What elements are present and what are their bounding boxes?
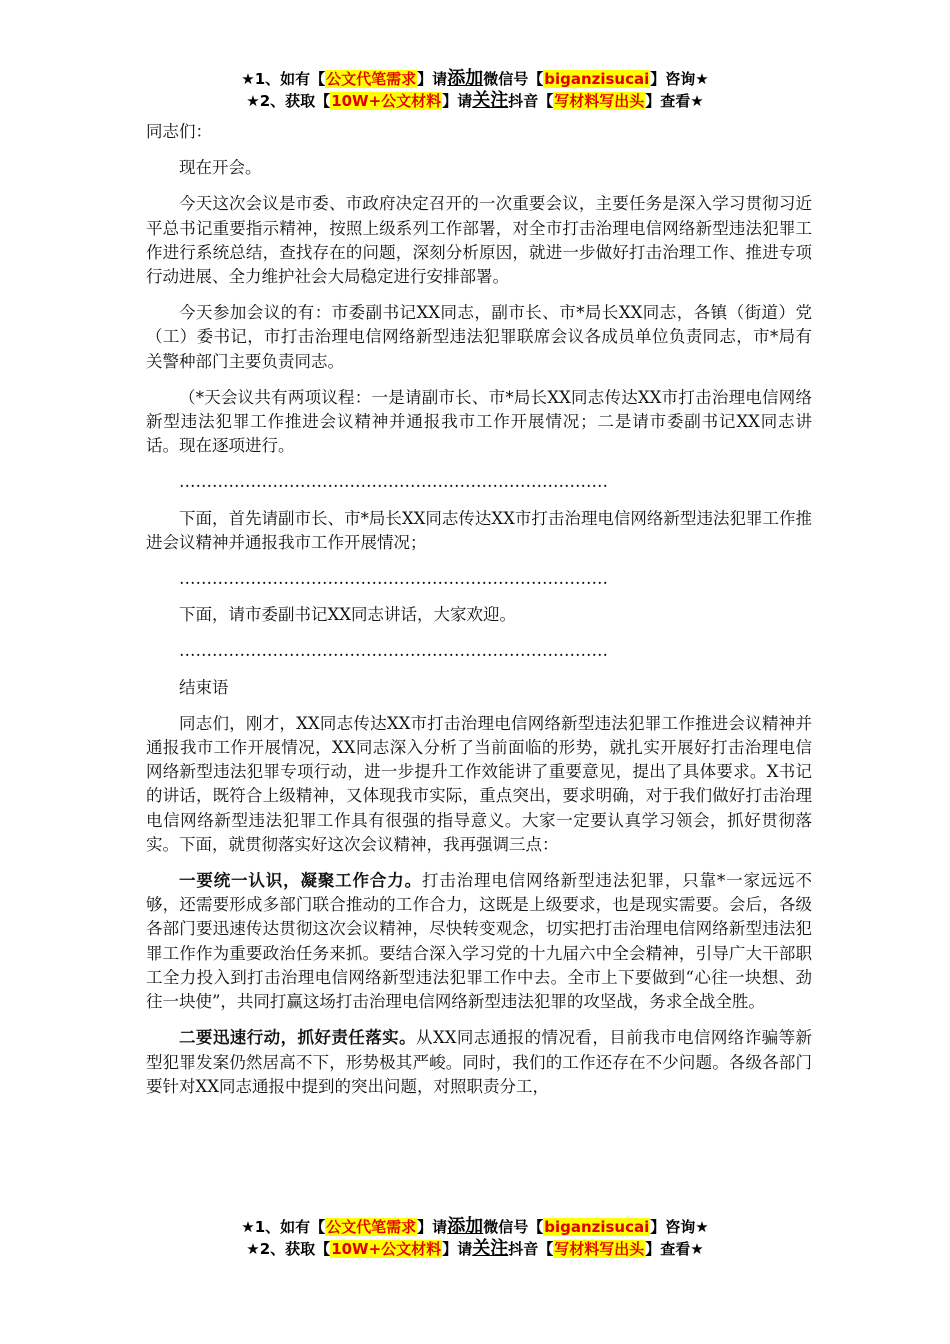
ellipsis-divider: …………………………………………………………………… — [179, 569, 608, 589]
promo-text: 】咨询★ — [650, 70, 709, 88]
promo-banner-top — [0, 68, 950, 112]
paragraph-8 — [146, 1026, 812, 1099]
salutation: 同志们： — [146, 122, 212, 141]
promo-text: ★2、获取【 — [246, 1240, 331, 1258]
promo-highlight: 写材料写出头 — [554, 92, 645, 110]
paragraph-7 — [146, 869, 812, 1014]
promo-line-1 — [0, 1216, 950, 1238]
promo-highlight: biganzisucai — [544, 70, 650, 88]
promo-text: 】查看★ — [645, 92, 704, 110]
promo-text: 抖音【 — [508, 1240, 554, 1258]
promo-text: 】请 — [417, 70, 448, 88]
promo-text: ★2、获取【 — [246, 92, 331, 110]
promo-emphasis: 添加 — [447, 1216, 484, 1237]
promo-line-2 — [0, 1238, 950, 1260]
promo-banner-bottom — [0, 1216, 950, 1260]
promo-highlight: biganzisucai — [544, 1218, 650, 1236]
paragraph-1: 今天这次会议是市委、市政府决定召开的一次重要会议，主要任务是深入学习贯彻习近平总书记重要指示精神，按照上级系列工作部署，对全市打击治理电信网络新型违法犯罪工作进行系统总结，查找存在的问题，深刻分析原因，就进一步做好打击治理工作、推进专项行动进展、全力维护社会大局稳定进行安排部署。 — [146, 194, 812, 287]
ellipsis-divider: …………………………………………………………………… — [179, 641, 608, 661]
promo-emphasis: 添加 — [447, 68, 484, 89]
promo-highlight: 公文代笔需求 — [326, 70, 417, 88]
point-1-body: 打击治理电信网络新型违法犯罪，只靠*一家远远不够，还需要形成多部门联合推动的工作合力，这既是上级要求，也是现实需要。会后，各级各部门要迅速传达贯彻这次会议精神，尽快转变观念，切实把打击治理电信网络新型违法犯罪工作作为重要政治任务来抓。要结合深入学习党的十九届六中全会精神，引导广大干部职工全力投入到打击治理电信网络新型违法犯罪工作中去。全市上下要做到“心往一块想、劲往一块使”，共同打赢这场打击治理电信网络新型违法犯罪的攻坚战，务求全战全胜。 — [146, 871, 813, 1012]
promo-highlight: 写材料写出头 — [554, 1240, 645, 1258]
promo-highlight: 10W+公文材料 — [331, 92, 442, 110]
promo-text: 】请 — [442, 1240, 473, 1258]
promo-text: 】查看★ — [645, 1240, 704, 1258]
paragraph-4: 下面，首先请副市长、市*局长XX同志传达XX市打击治理电信网络新型违法犯罪工作推进会议精神并通报我市工作开展情况； — [146, 508, 812, 552]
promo-emphasis: 关注 — [472, 1238, 509, 1259]
promo-highlight: 10W+公文材料 — [331, 1240, 442, 1258]
point-2-heading: 二要迅速行动，抓好责任落实。 — [179, 1028, 417, 1048]
paragraph-5: 下面，请市委副书记XX同志讲话，大家欢迎。 — [179, 605, 516, 625]
promo-text: 微信号【 — [483, 70, 544, 88]
ellipsis-divider: …………………………………………………………………… — [179, 472, 608, 492]
paragraph-open: 现在开会。 — [179, 158, 262, 178]
promo-highlight: 公文代笔需求 — [326, 1218, 417, 1236]
point-2-body: 从XX同志通报的情况看，目前我市电信网络诈骗等新型犯罪发案仍然居高不下，形势极其严峻。同时，我们的工作还存在不少问题。各级各部门要针对XX同志通报中提到的突出问题，对照职责分工， — [146, 1028, 812, 1096]
closing-title: 结束语 — [179, 677, 229, 697]
point-1-heading: 一要统一认识，凝聚工作合力。 — [179, 871, 422, 891]
promo-line-2 — [0, 90, 950, 112]
promo-text: 】请 — [442, 92, 473, 110]
promo-text: 】咨询★ — [650, 1218, 709, 1236]
promo-text: ★1、如有【 — [241, 1218, 326, 1236]
document-body — [146, 120, 812, 1111]
promo-line-1 — [0, 68, 950, 90]
paragraph-3: （*天会议共有两项议程：一是请副市长、市*局长XX同志传达XX市打击治理电信网络新型违法犯罪工作推进会议精神并通报我市工作开展情况；二是请市委副书记XX同志讲话。现在逐项进行。 — [146, 387, 812, 456]
promo-text: 抖音【 — [508, 92, 554, 110]
promo-text: 微信号【 — [483, 1218, 544, 1236]
promo-emphasis: 关注 — [472, 90, 509, 111]
paragraph-6: 同志们，刚才，XX同志传达XX市打击治理电信网络新型违法犯罪工作推进会议精神并通报我市工作开展情况，XX同志深入分析了当前面临的形势，就扎实开展好打击治理电信网络新型违法犯罪专项行动，进一步提升工作效能讲了重要意见，提出了具体要求。X书记的讲话，既符合上级精神，又体现我市实际，重点突出，要求明确，对于我们做好打击治理电信网络新型违法犯罪工作具有很强的指导意义。大家一定要认真学习领会，抓好贯彻落实。下面，就贯彻落实好这次会议精神，我再强调三点： — [146, 713, 812, 854]
promo-text: ★1、如有【 — [241, 70, 326, 88]
promo-text: 】请 — [417, 1218, 448, 1236]
paragraph-2: 今天参加会议的有：市委副书记XX同志，副市长、市*局长XX同志，各镇（街道）党（工）委书记，市打击治理电信网络新型违法犯罪联席会议各成员单位负责同志，市*局有关警种部门主要负责同志。 — [146, 303, 812, 371]
